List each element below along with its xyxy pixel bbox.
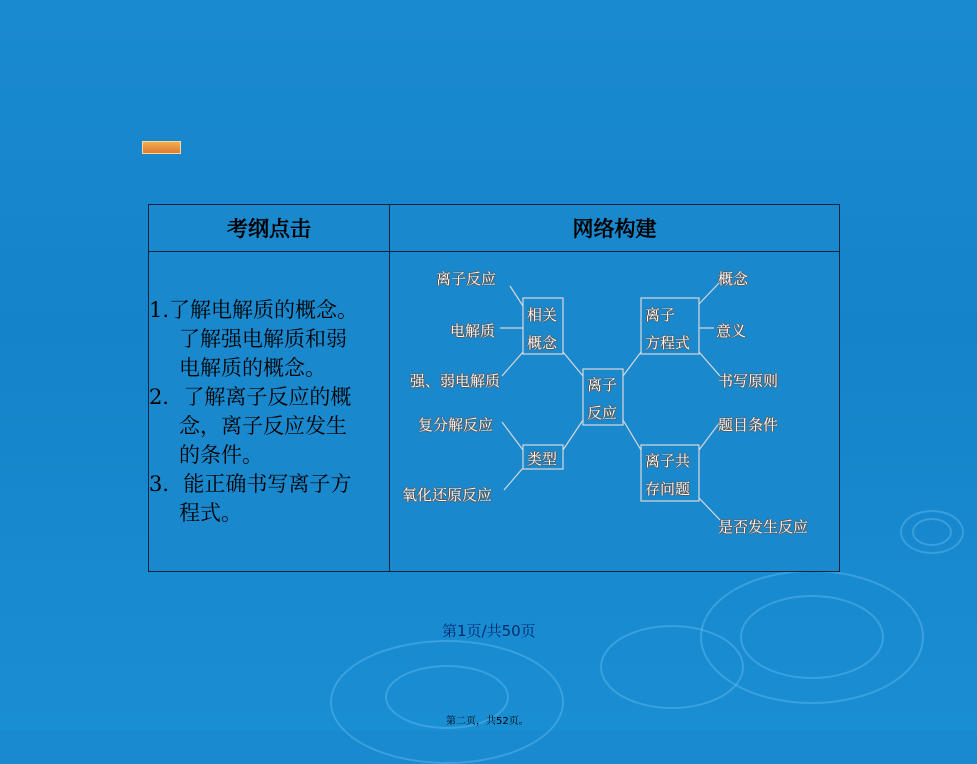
header-outline: 考纲点击 bbox=[149, 205, 390, 252]
map-node-concept: 概念 bbox=[718, 270, 749, 288]
box-type: 类型 bbox=[527, 450, 558, 468]
box-equation-line1: 离子 bbox=[645, 306, 676, 324]
box-related-line2: 概念 bbox=[527, 334, 558, 352]
header-network: 网络构建 bbox=[390, 205, 840, 252]
content-table bbox=[148, 204, 840, 572]
box-related-line1: 相关 bbox=[527, 306, 558, 324]
map-node-whether-react: 是否发生反应 bbox=[718, 518, 809, 536]
page-number: 第1页/共50页 bbox=[442, 622, 536, 640]
map-node-ionic-reaction: 离子反应 bbox=[436, 270, 497, 288]
outline-point-3: 3．能正确书写离子方 程式。 bbox=[149, 471, 352, 525]
title-badge bbox=[142, 141, 181, 154]
map-node-conditions: 题目条件 bbox=[718, 416, 779, 434]
ripple-decoration bbox=[740, 595, 884, 679]
box-coexist-line1: 离子共 bbox=[645, 452, 691, 470]
outline-point-1: 1.了解电解质的概念。 了解强电解质和弱 电解质的概念。 bbox=[149, 297, 359, 380]
map-node-double-decomp: 复分解反应 bbox=[418, 416, 494, 434]
map-node-redox: 氧化还原反应 bbox=[402, 486, 493, 504]
box-center-line1: 离子 bbox=[587, 376, 618, 394]
ripple-decoration bbox=[600, 625, 744, 709]
outline-cell bbox=[149, 252, 390, 572]
map-node-meaning: 意义 bbox=[716, 322, 747, 340]
outline-point-2: 2．了解离子反应的概 念，离子反应发生 的条件。 bbox=[149, 384, 352, 467]
map-node-electrolyte: 电解质 bbox=[450, 322, 496, 340]
ripple-decoration bbox=[912, 518, 952, 546]
box-center-line2: 反应 bbox=[587, 404, 618, 422]
map-node-writing-rules: 书写原则 bbox=[718, 372, 779, 390]
concept-map-cell bbox=[390, 252, 840, 572]
map-node-strong-weak: 强、弱电解质 bbox=[410, 372, 501, 390]
page-number-small: 第二页，共52页。 bbox=[446, 716, 529, 727]
box-equation-line2: 方程式 bbox=[645, 334, 691, 352]
box-coexist-line2: 存问题 bbox=[645, 480, 691, 498]
